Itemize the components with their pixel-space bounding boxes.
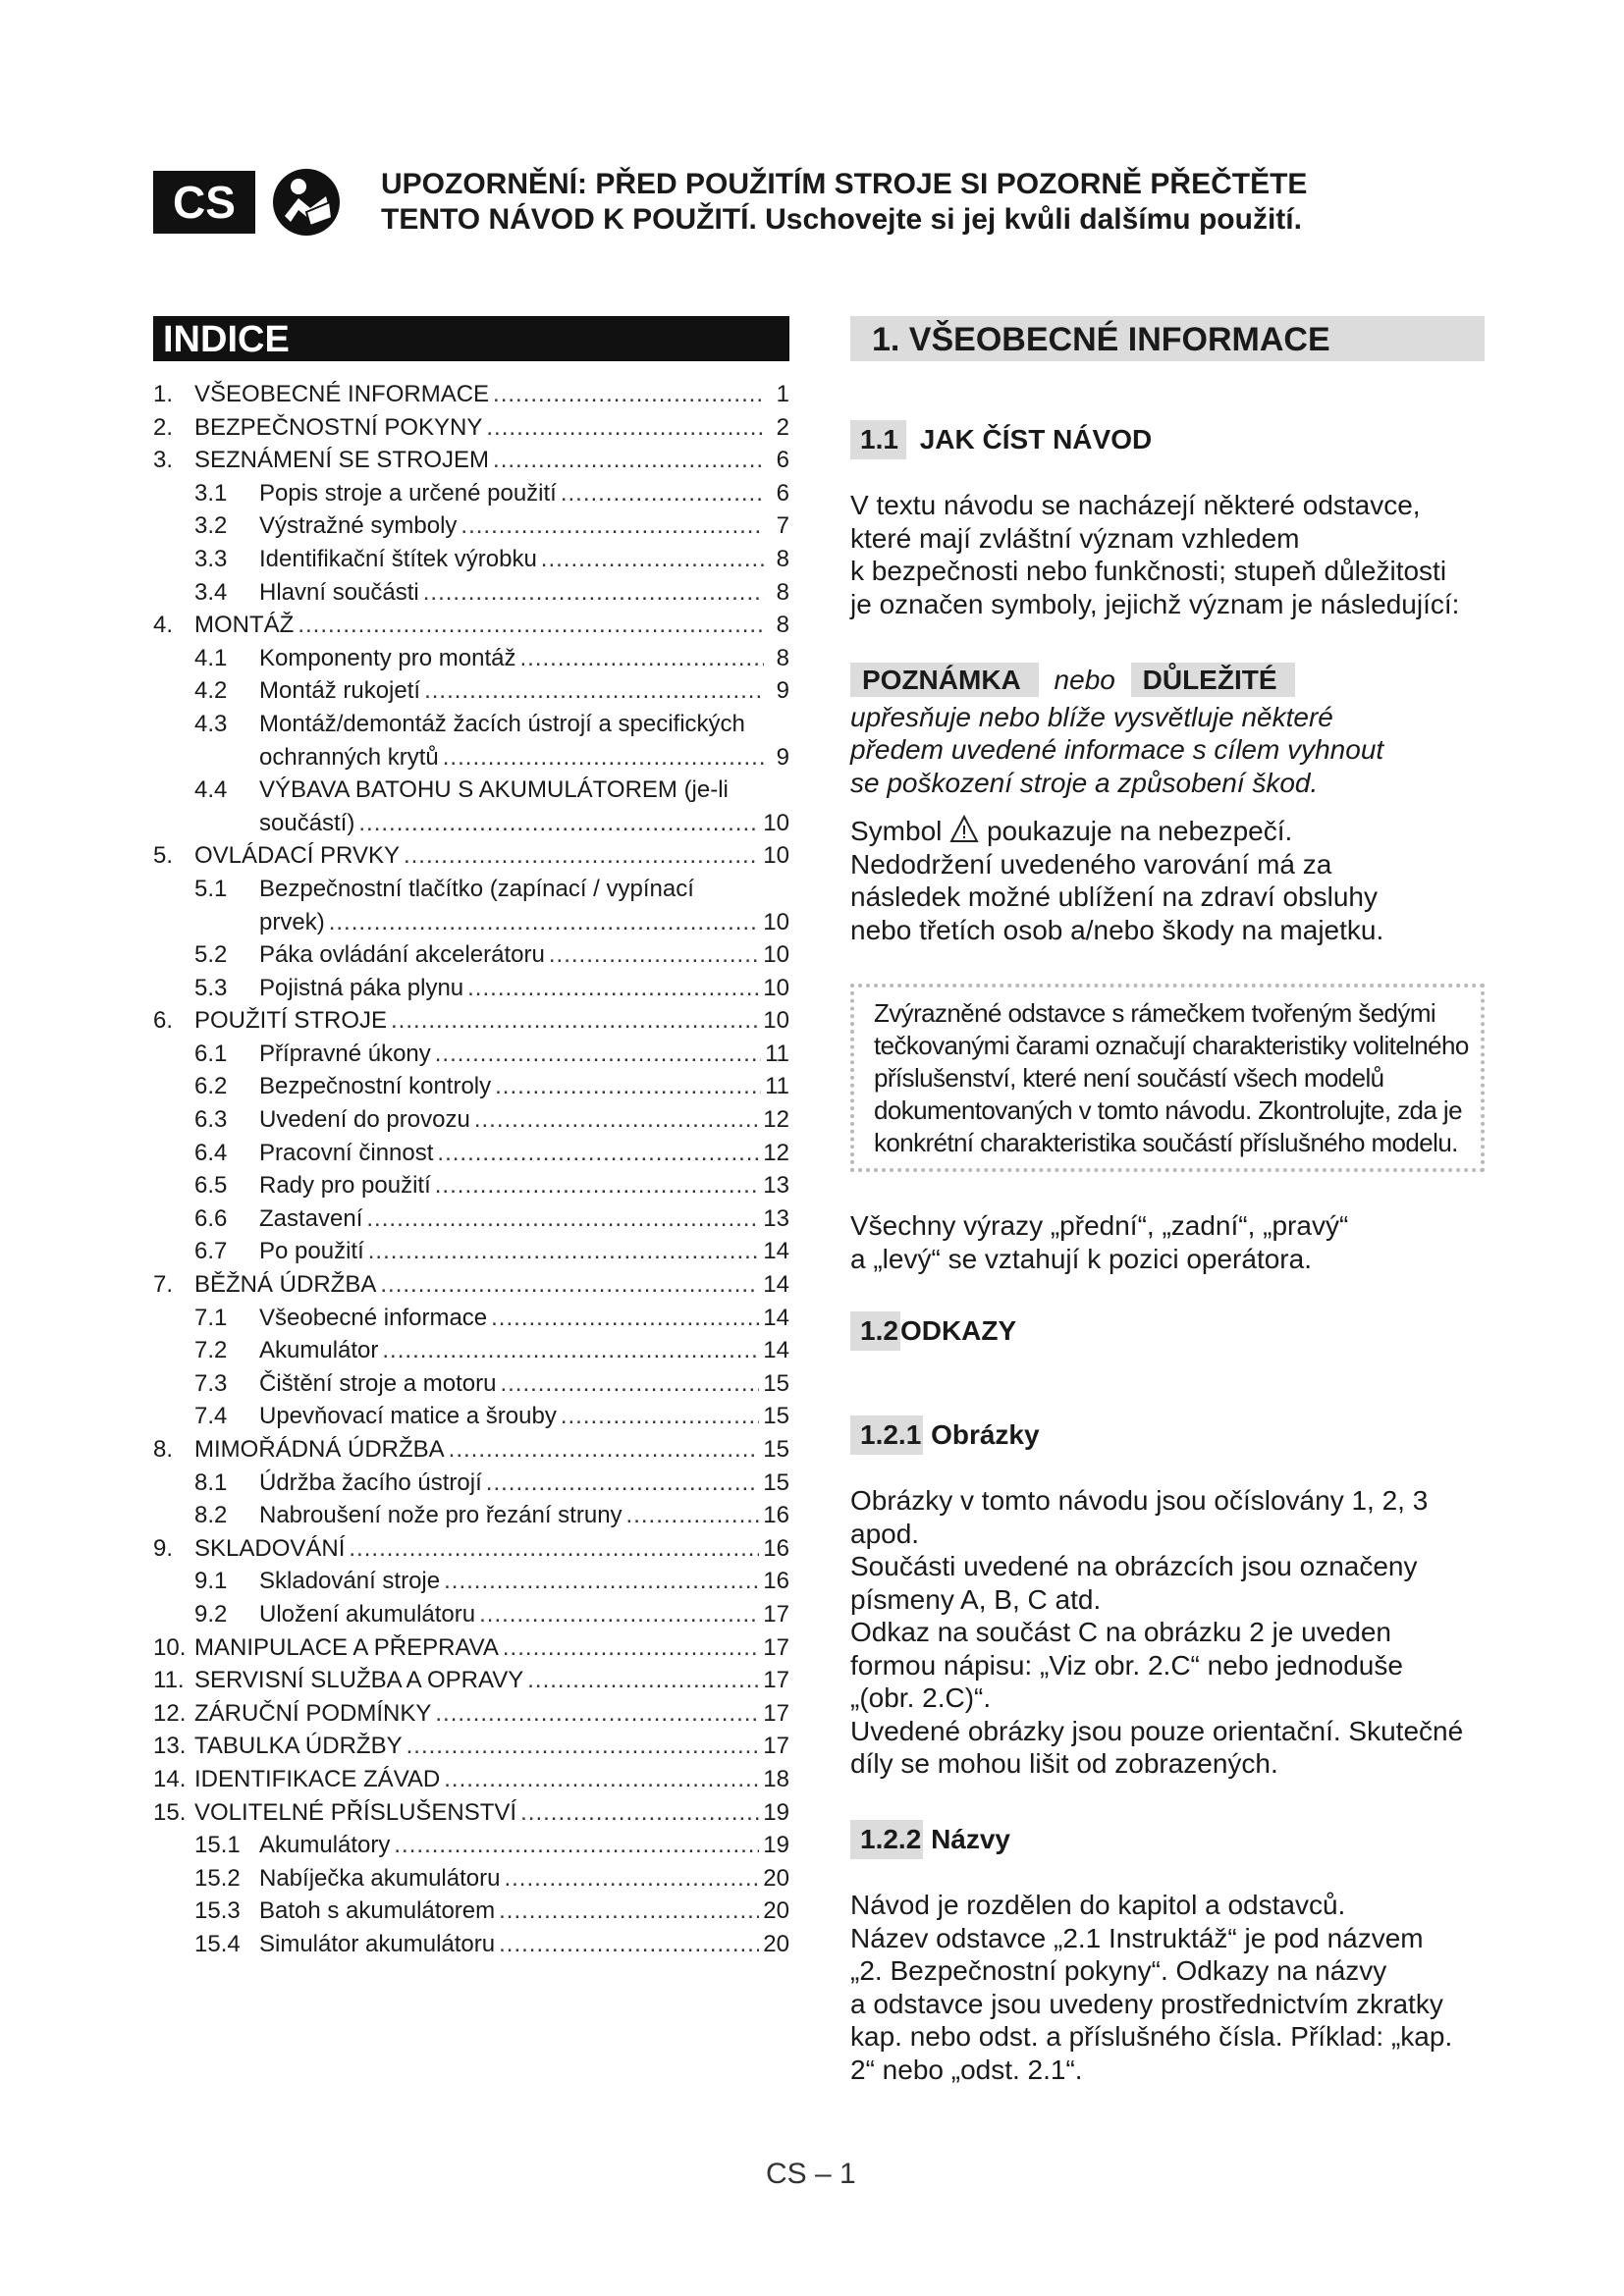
toc-entry <box>153 1337 789 1370</box>
toc-number: 6.5 <box>194 1172 228 1200</box>
toc-number: 3.2 <box>194 512 228 540</box>
toc-page-number: 16 <box>763 1502 789 1529</box>
toc-number: 6.1 <box>194 1040 228 1067</box>
toc-number: 1. <box>153 381 174 407</box>
toc-page-number: 8 <box>776 578 789 606</box>
toc-page-number: 10 <box>763 908 789 935</box>
toc-leader-dots <box>380 1271 759 1299</box>
toc-entry <box>153 480 789 513</box>
subsection-title: ODKAZY <box>899 1315 1017 1346</box>
toc-title: Po použití <box>259 1238 364 1265</box>
toc-leader-dots <box>561 480 764 507</box>
toc-entry <box>153 677 789 711</box>
toc-leader-dots <box>394 1832 759 1859</box>
subsection-title: Obrázky <box>931 1419 1040 1450</box>
index-title: INDICE <box>153 316 789 361</box>
toc-number: 6.6 <box>194 1204 228 1232</box>
toc-page-number: 17 <box>763 1733 789 1760</box>
toc-title: Uložení akumulátoru <box>259 1600 476 1628</box>
toc-title: SEZNÁMENÍ SE STROJEM <box>194 447 490 474</box>
toc-leader-dots <box>358 810 759 837</box>
toc-page-number: 8 <box>776 545 789 572</box>
text-line: tečkovanými čarami označují charakteristiky volitelného <box>874 1031 1469 1060</box>
optional-features-note-box <box>850 984 1485 1172</box>
toc-page-number: 15 <box>763 1403 789 1430</box>
toc-title: Montáž/demontáž žacích ústrojí a specifických <box>259 710 745 737</box>
toc-title: TABULKA ÚDRŽBY <box>194 1733 403 1760</box>
toc-entry <box>153 1370 789 1404</box>
toc-title: Zastavení <box>259 1204 363 1232</box>
or-word: nebo <box>1054 665 1115 695</box>
toc-entry <box>153 1766 789 1799</box>
toc-page-number: 20 <box>763 1864 789 1892</box>
toc-leader-dots <box>499 1897 759 1925</box>
subsection-1-1-heading <box>850 420 1152 459</box>
toc-entry <box>153 1700 789 1734</box>
toc-number: 6.2 <box>194 1073 228 1100</box>
toc-page-number: 6 <box>776 479 789 507</box>
toc-number: 15.3 <box>194 1897 241 1925</box>
toc-title: Páka ovládání akcelerátoru <box>259 941 545 969</box>
toc-page-number: 14 <box>763 1304 789 1331</box>
toc-entry <box>153 1041 789 1074</box>
toc-page-number: 2 <box>776 413 789 441</box>
toc-leader-dots <box>349 1535 759 1563</box>
toc-number: 6.7 <box>194 1238 228 1265</box>
toc-leader-dots <box>406 1733 760 1760</box>
text-line: k bezpečnosti nebo funkčnosti; stupeň důležitosti <box>850 556 1447 586</box>
toc-entry <box>153 1205 789 1239</box>
toc-entry <box>153 1007 789 1041</box>
toc-leader-dots <box>298 612 764 639</box>
toc-title: Rady pro použití <box>259 1172 431 1200</box>
toc-entry <box>153 579 789 613</box>
toc-number: 6. <box>153 1007 174 1035</box>
toc-title: Komponenty pro montáž <box>259 644 516 671</box>
toc-leader-dots <box>368 1238 760 1265</box>
toc-leader-dots <box>491 1305 759 1332</box>
toc-page-number: 16 <box>763 1568 789 1595</box>
text-line: dokumentovaných v tomto návodu. Zkontrolujte, zda je <box>874 1095 1462 1125</box>
toc-number: 6.3 <box>194 1106 228 1134</box>
toc-leader-dots <box>541 546 764 573</box>
toc-title: Uvedení do provozu <box>259 1106 470 1134</box>
toc-title: prvek) <box>259 908 325 935</box>
toc-entry <box>153 941 789 975</box>
toc-entry <box>153 512 789 546</box>
toc-title: ZÁRUČNÍ PODMÍNKY <box>194 1699 432 1727</box>
text-line: následek možné ublížení na zdraví obsluhy <box>850 881 1378 912</box>
toc-number: 4.3 <box>194 710 228 737</box>
toc-page-number: 12 <box>763 1106 789 1134</box>
toc-leader-dots <box>391 1007 759 1035</box>
section-1-title: 1. VŠEOBECNÉ INFORMACE <box>850 316 1485 361</box>
toc-page-number: 14 <box>763 1337 789 1364</box>
toc-leader-dots <box>449 1436 760 1464</box>
text-line: a odstavce jsou uvedeny prostřednictvím zkratky <box>850 1988 1443 2019</box>
text-fragment: poukazuje na nebezpečí. <box>986 816 1293 846</box>
toc-title: Pracovní činnost <box>259 1139 434 1166</box>
toc-title: Bezpečnostní kontroly <box>259 1073 492 1100</box>
toc-number: 7.3 <box>194 1369 228 1397</box>
text-line: Všechny výrazy „přední“, „zadní“, „pravý“ <box>850 1210 1349 1241</box>
toc-number: 13. <box>153 1733 187 1760</box>
text-line: je označen symboly, jejichž význam je následující: <box>850 588 1460 619</box>
text-line: Odkaz na součást C na obrázku 2 je uveden <box>850 1617 1392 1647</box>
toc-title: Akumulátory <box>259 1832 391 1859</box>
text-fragment: Symbol <box>850 816 943 846</box>
toc-page-number: 10 <box>763 974 789 1001</box>
toc-title: MANIPULACE A PŘEPRAVA <box>194 1633 499 1661</box>
subsection-number: 1.1 <box>850 420 906 459</box>
toc-title: VÝBAVA BATOHU S AKUMULÁTOREM (je-li <box>259 776 729 804</box>
toc-leader-dots <box>495 1073 761 1100</box>
toc-number: 7.4 <box>194 1403 228 1430</box>
text-line: a „levý“ se vztahují k pozici operátora. <box>850 1243 1312 1274</box>
toc-leader-dots <box>444 1766 759 1793</box>
note-tag: POZNÁMKA <box>850 663 1039 697</box>
toc-entry <box>153 447 789 480</box>
toc-page-number: 15 <box>763 1436 789 1463</box>
warning-line-1: UPOZORNĚNÍ: PŘED POUŽITÍM STROJE SI POZORNĚ PŘEČTĚTE <box>381 168 1308 200</box>
text-line: „(obr. 2.C)“. <box>850 1682 992 1713</box>
table-of-contents <box>153 381 789 1964</box>
toc-entry <box>153 1502 789 1535</box>
toc-number: 7.2 <box>194 1337 228 1364</box>
toc-leader-dots <box>435 1700 759 1728</box>
toc-number: 9.1 <box>194 1568 228 1595</box>
toc-number: 5.2 <box>194 941 228 969</box>
toc-number: 9.2 <box>194 1600 228 1628</box>
toc-title: Všeobecné informace <box>259 1304 488 1331</box>
toc-leader-dots <box>382 1337 759 1364</box>
toc-leader-dots <box>460 512 764 540</box>
text-line: Obrázky v tomto návodu jsou očíslovány 1, 2, 3 <box>850 1485 1429 1516</box>
toc-number: 7.1 <box>194 1304 228 1331</box>
toc-number: 6.4 <box>194 1139 228 1166</box>
toc-leader-dots <box>437 1140 759 1167</box>
names-paragraph <box>850 1889 1485 2086</box>
toc-title: Upevňovací matice a šrouby <box>259 1403 557 1430</box>
text-line: Součásti uvedené na obrázcích jsou označeny <box>850 1551 1418 1581</box>
toc-number: 5. <box>153 842 174 870</box>
warning-symbol-paragraph <box>850 815 1485 946</box>
toc-number: 4. <box>153 612 174 639</box>
text-line: písmeny A, B, C atd. <box>850 1583 1102 1615</box>
text-line: V textu návodu se nacházejí některé odstavce, <box>850 490 1421 520</box>
note-paragraph <box>850 664 1485 799</box>
text-line: konkrétní charakteristika součástí příslušného modelu. <box>874 1128 1458 1157</box>
toc-title: OVLÁDACÍ PRVKY <box>194 842 400 870</box>
toc-leader-dots <box>504 1865 759 1893</box>
toc-leader-dots <box>479 1601 759 1629</box>
language-badge: CS <box>153 171 255 234</box>
toc-page-number: 14 <box>763 1238 789 1265</box>
warning-text <box>381 167 1363 238</box>
text-line: Nedodržení uvedeného varování má za <box>850 848 1332 880</box>
toc-entry <box>153 1799 789 1833</box>
toc-entry <box>153 975 789 1008</box>
toc-leader-dots <box>527 1667 759 1694</box>
toc-number: 3.3 <box>194 545 228 572</box>
page-number: CS – 1 <box>766 2158 856 2190</box>
toc-title: Simulátor akumulátoru <box>259 1930 496 1957</box>
toc-title: SKLADOVÁNÍ <box>194 1534 346 1562</box>
toc-number: 9. <box>153 1534 174 1562</box>
toc-title: Identifikační štítek výrobku <box>259 545 537 572</box>
toc-title: Nabíječka akumulátoru <box>259 1864 501 1892</box>
toc-entry <box>153 1140 789 1173</box>
toc-title: BEZPEČNOSTNÍ POKYNY <box>194 413 483 441</box>
toc-page-number: 19 <box>763 1832 789 1859</box>
toc-page-number: 9 <box>776 677 789 705</box>
toc-title: Nabroušení nože pro řezání struny <box>259 1502 623 1529</box>
toc-leader-dots <box>423 579 764 607</box>
toc-page-number: 18 <box>763 1765 789 1792</box>
toc-entry <box>153 1535 789 1569</box>
toc-leader-dots <box>435 1041 761 1068</box>
toc-title: VŠEOBECNÉ INFORMACE <box>194 381 490 407</box>
warning-line-2: TENTO NÁVOD K POUŽITÍ. Uschovejte si jej kvůli dalšímu použití. <box>381 203 1302 236</box>
figures-paragraph <box>850 1484 1485 1781</box>
text-line: díly se mohou lišit od zobrazených. <box>850 1748 1278 1779</box>
text-line: Zvýrazněné odstavce s rámečkem tvořeným šedými <box>874 998 1436 1028</box>
toc-title: BĚŽNÁ ÚDRŽBA <box>194 1271 377 1299</box>
toc-entry <box>153 612 789 645</box>
toc-page-number: 7 <box>776 512 789 540</box>
toc-leader-dots <box>493 447 764 474</box>
toc-entry <box>153 1305 789 1338</box>
toc-entry <box>153 1931 789 1964</box>
toc-page-number: 14 <box>763 1271 789 1299</box>
toc-entry <box>153 1865 789 1898</box>
toc-title: Montáž rukojetí <box>259 677 421 705</box>
text-line: příslušenství, které není součástí všech modelů <box>874 1063 1384 1093</box>
toc-leader-dots <box>404 842 759 870</box>
toc-entry <box>153 1897 789 1931</box>
toc-entry <box>153 711 789 744</box>
subsection-1-2-2-heading <box>850 1820 1010 1859</box>
toc-entry <box>153 645 789 678</box>
position-paragraph <box>850 1209 1485 1275</box>
toc-number: 8. <box>153 1436 174 1463</box>
toc-number: 7. <box>153 1271 174 1299</box>
toc-entry <box>153 1832 789 1865</box>
toc-page-number: 8 <box>776 644 789 671</box>
toc-leader-dots <box>435 1172 760 1200</box>
toc-title: Batoh s akumulátorem <box>259 1897 496 1925</box>
text-line: nebo třetích osob a/nebo škody na majetku. <box>850 914 1384 945</box>
manual-reader-icon <box>271 167 342 238</box>
toc-entry <box>153 1469 789 1503</box>
subsection-number: 1.2 <box>850 1311 900 1351</box>
toc-title: Hlavní součásti <box>259 578 419 606</box>
toc-number: 4.1 <box>194 644 228 671</box>
toc-entry <box>153 1403 789 1436</box>
toc-page-number: 10 <box>763 941 789 969</box>
toc-title: VOLITELNÉ PŘÍSLUŠENSTVÍ <box>194 1798 517 1826</box>
text-line: formou nápisu: „Viz obr. 2.C“ nebo jednoduše <box>850 1649 1403 1681</box>
text-line: upřesňuje nebo blíže vysvětluje některé <box>850 701 1333 732</box>
toc-leader-dots <box>493 381 764 408</box>
toc-leader-dots <box>520 1799 759 1827</box>
toc-leader-dots <box>499 1931 759 1958</box>
text-line: Návod je rozdělen do kapitol a odstavců. <box>850 1890 1346 1920</box>
toc-number: 4.2 <box>194 677 228 705</box>
toc-leader-dots <box>503 1634 759 1662</box>
toc-title: MONTÁŽ <box>194 612 295 639</box>
toc-title: Pojistná páka plynu <box>259 974 464 1001</box>
toc-leader-dots <box>486 1469 760 1497</box>
toc-title: SERVISNÍ SLUŽBA A OPRAVY <box>194 1667 524 1694</box>
toc-page-number: 13 <box>763 1204 789 1232</box>
toc-leader-dots <box>444 1568 759 1595</box>
toc-title: Bezpečnostní tlačítko (zapínací / vypínací <box>259 875 694 902</box>
toc-entry <box>153 1436 789 1469</box>
toc-leader-dots <box>467 975 759 1002</box>
toc-entry <box>153 1073 789 1106</box>
toc-page-number: 12 <box>763 1139 789 1166</box>
toc-page-number: 1 <box>776 381 789 407</box>
text-line: kap. nebo odst. a příslušného čísla. Příklad: „kap. <box>850 2021 1453 2052</box>
toc-page-number: 9 <box>776 743 789 771</box>
toc-page-number: 10 <box>763 1007 789 1035</box>
toc-title: Skladování stroje <box>259 1568 441 1595</box>
toc-leader-dots <box>486 414 764 442</box>
toc-page-number: 20 <box>763 1930 789 1957</box>
toc-number: 15.4 <box>194 1930 241 1957</box>
toc-number: 2. <box>153 413 174 441</box>
toc-leader-dots <box>424 677 764 705</box>
toc-entry <box>153 1634 789 1668</box>
text-line: apod. <box>850 1518 920 1549</box>
toc-title: ochranných krytů <box>259 743 439 771</box>
toc-leader-dots <box>549 941 759 969</box>
toc-page-number: 10 <box>763 842 789 870</box>
toc-page-number: 19 <box>763 1798 789 1826</box>
toc-leader-dots <box>519 645 764 672</box>
toc-number: 10. <box>153 1633 187 1661</box>
toc-page-number: 15 <box>763 1468 789 1496</box>
toc-leader-dots <box>561 1403 759 1430</box>
how-to-read-paragraph <box>850 489 1485 620</box>
toc-entry <box>153 1568 789 1601</box>
toc-entry <box>153 381 789 414</box>
toc-page-number: 17 <box>763 1600 789 1628</box>
toc-title: IDENTIFIKACE ZÁVAD <box>194 1765 441 1792</box>
toc-title: Výstražné symboly <box>259 512 458 540</box>
toc-entry <box>153 909 789 942</box>
toc-title: Akumulátor <box>259 1337 379 1364</box>
toc-entry <box>153 1667 789 1700</box>
toc-entry <box>153 1106 789 1140</box>
toc-entry <box>153 1172 789 1205</box>
toc-entry <box>153 776 789 810</box>
toc-entry <box>153 1271 789 1305</box>
subsection-title: Názvy <box>931 1824 1010 1854</box>
toc-page-number: 16 <box>763 1534 789 1562</box>
text-line: se poškození stroje a způsobení škod. <box>850 767 1319 798</box>
toc-number: 15.2 <box>194 1864 241 1892</box>
toc-number: 12. <box>153 1699 187 1727</box>
toc-number: 4.4 <box>194 776 228 804</box>
toc-number: 3.4 <box>194 578 228 606</box>
text-line: předem uvedené informace s cílem vyhnout <box>850 734 1384 765</box>
toc-title: součástí) <box>259 809 355 836</box>
text-line: 2“ nebo „odst. 2.1“. <box>850 2054 1083 2085</box>
toc-title: Přípravné úkony <box>259 1040 431 1067</box>
toc-entry <box>153 876 789 909</box>
text-line: Název odstavce „2.1 Instruktáž“ je pod názvem <box>850 1922 1424 1953</box>
toc-number: 8.1 <box>194 1468 228 1496</box>
toc-page-number: 8 <box>776 612 789 639</box>
toc-page-number: 13 <box>763 1172 789 1200</box>
toc-page-number: 17 <box>763 1633 789 1661</box>
toc-title: POUŽITÍ STROJE <box>194 1007 388 1035</box>
toc-leader-dots <box>626 1502 760 1529</box>
toc-page-number: 20 <box>763 1897 789 1925</box>
toc-title: Údržba žacího ústrojí <box>259 1468 482 1496</box>
toc-leader-dots <box>500 1370 759 1398</box>
toc-entry <box>153 546 789 579</box>
toc-entry <box>153 810 789 843</box>
toc-page-number: 17 <box>763 1667 789 1694</box>
toc-title: MIMOŘÁDNÁ ÚDRŽBA <box>194 1436 445 1463</box>
toc-leader-dots <box>443 744 764 772</box>
toc-number: 11. <box>153 1667 185 1694</box>
toc-entry <box>153 1733 789 1766</box>
toc-page-number: 11 <box>765 1040 789 1067</box>
subsection-number: 1.2.2 <box>850 1820 923 1859</box>
toc-leader-dots <box>329 909 760 936</box>
toc-number: 15. <box>153 1798 187 1826</box>
toc-number: 3.1 <box>194 479 228 507</box>
subsection-number: 1.2.1 <box>850 1415 923 1455</box>
toc-entry <box>153 842 789 876</box>
subsection-1-2-heading <box>850 1311 1016 1351</box>
toc-number: 5.1 <box>194 875 228 902</box>
toc-entry <box>153 744 789 777</box>
text-line: které mají zvláštní význam vzhledem <box>850 522 1300 554</box>
subsection-title: JAK ČÍST NÁVOD <box>919 424 1153 454</box>
text-line: Uvedené obrázky jsou pouze orientační. Skutečné <box>850 1715 1464 1746</box>
toc-title: Popis stroje a určené použití <box>259 479 557 507</box>
important-tag: DŮLEŽITÉ <box>1131 663 1295 697</box>
warning-triangle-icon <box>949 815 979 844</box>
toc-number: 3. <box>153 447 174 474</box>
toc-title: Čištění stroje a motoru <box>259 1369 497 1397</box>
text-line: „2. Bezpečnostní pokyny“. Odkazy na názvy <box>850 1955 1387 1986</box>
toc-page-number: 6 <box>776 447 789 474</box>
toc-page-number: 10 <box>763 809 789 836</box>
toc-number: 5.3 <box>194 974 228 1001</box>
subsection-1-2-1-heading <box>850 1415 1040 1455</box>
toc-page-number: 11 <box>765 1073 789 1100</box>
toc-page-number: 17 <box>763 1699 789 1727</box>
toc-entry <box>153 1601 789 1634</box>
toc-leader-dots <box>366 1205 759 1233</box>
toc-entry <box>153 1238 789 1271</box>
toc-number: 15.1 <box>194 1832 241 1859</box>
toc-number: 14. <box>153 1765 187 1792</box>
toc-leader-dots <box>474 1106 759 1134</box>
toc-number: 8.2 <box>194 1502 228 1529</box>
toc-entry <box>153 414 789 448</box>
toc-page-number: 15 <box>763 1369 789 1397</box>
